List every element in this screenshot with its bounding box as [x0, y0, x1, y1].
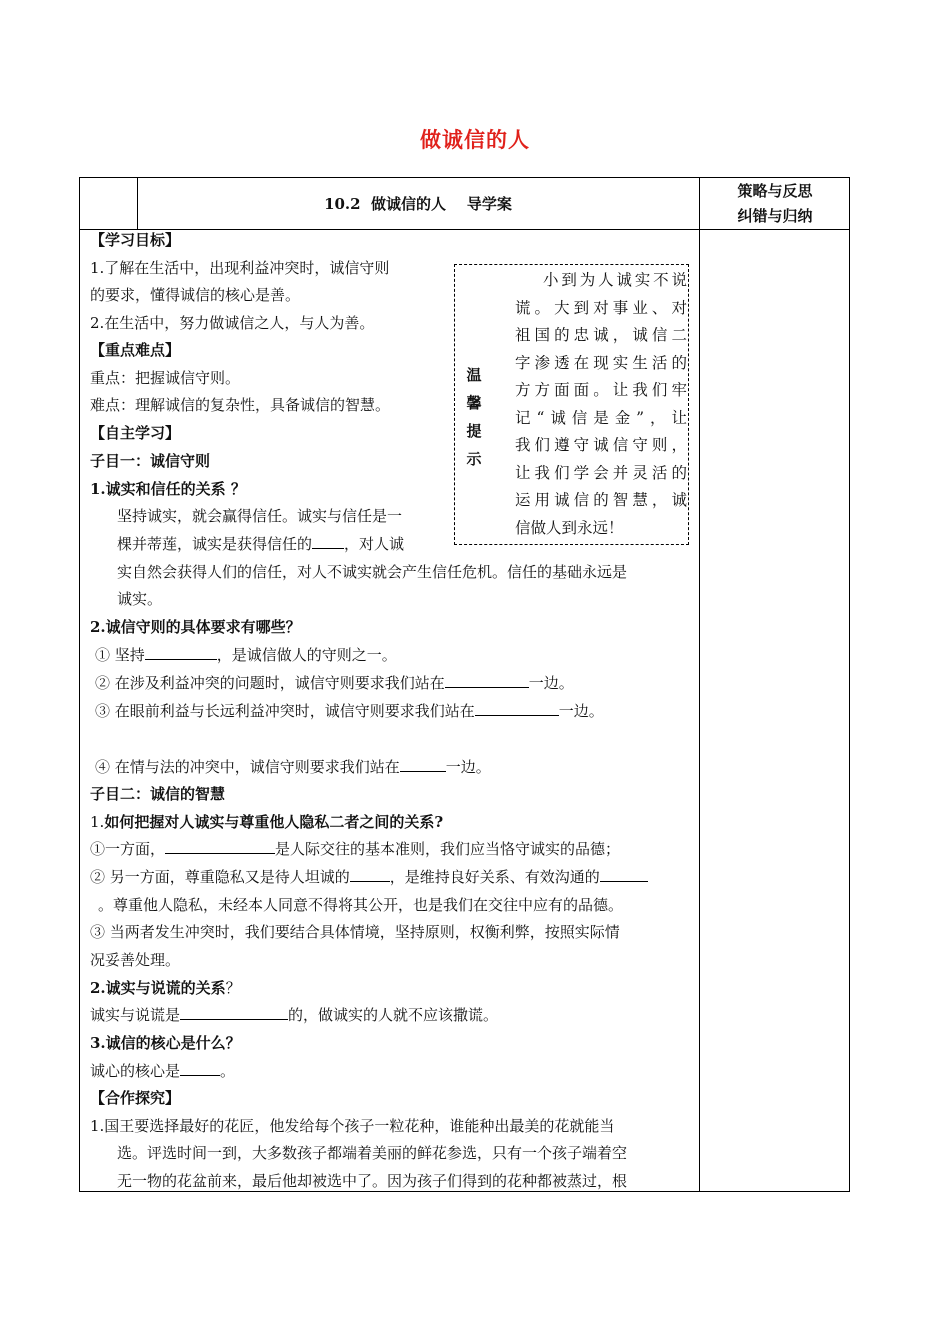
question-2-item-2 — [95, 672, 574, 694]
text-fragment: ，是诚信做人的守则之一。 — [216, 646, 397, 664]
tip-line: 谎。大到对事业、对 — [515, 298, 687, 317]
question-2-item-4 — [95, 756, 491, 778]
text-fragment: ④ 在情与法的冲突中，诚信守则要求我们站在 — [95, 758, 400, 776]
tip-line: 小到为人诚实不说 — [543, 271, 687, 289]
question-1-text-line-3: 实自然会获得人们的信任，对人不诚实就会产生信任危机。信任的基础永远是 — [117, 563, 628, 581]
answer-blank[interactable] — [400, 757, 446, 772]
question-5: 3.诚信的核心是什么？ — [90, 1034, 241, 1052]
key-points-heading: 【重点难点】 — [90, 341, 181, 359]
warm-tip-label — [459, 361, 489, 473]
question-3-item-2-continued: 。尊重他人隐私，未经本人同意不得将其公开，也是我们在交往中应有的品德。 — [98, 896, 624, 914]
question-3-item-1 — [90, 838, 620, 860]
text-fragment: 2.诚实与说谎的关系 — [90, 979, 226, 997]
key-point: 重点：把握诚信守则。 — [90, 369, 241, 387]
question-3-item-2 — [90, 866, 648, 888]
text-fragment: 1. — [90, 813, 105, 831]
column-divider-right — [699, 178, 700, 1191]
lesson-table — [79, 177, 850, 1192]
question-3 — [90, 811, 443, 833]
header-strategy-cell — [699, 178, 851, 229]
answer-blank[interactable] — [600, 867, 648, 882]
text-fragment: ② 在涉及利益冲突的问题时，诚信守则要求我们站在 — [95, 674, 445, 692]
question-1-text-line-4: 诚实。 — [117, 590, 163, 608]
text-fragment: ② 另一方面，尊重隐私又是待人坦诚的 — [90, 868, 350, 886]
document-title: 做诚信的人 — [420, 127, 530, 152]
text-fragment: 诚实与说谎是 — [90, 1006, 181, 1024]
header-correction-label: 纠错与归纳 — [737, 206, 813, 225]
text-fragment: ，是维持良好关系、有效沟通的 — [389, 868, 600, 886]
question-5-answer — [90, 1060, 235, 1082]
text-fragment: ①一方面， — [90, 840, 166, 858]
question-1-text-line-1: 坚持诚实，就会赢得信任。诚实与信任是一 — [117, 507, 403, 525]
tip-line: 我们遵守诚信守则， — [515, 436, 687, 454]
goal-1-line-1: 1.了解在生活中，出现利益冲突时，诚信守则 — [90, 259, 390, 277]
answer-blank[interactable] — [165, 839, 275, 854]
cooperation-heading: 【合作探究】 — [90, 1089, 181, 1107]
subtopic-2-heading: 子目二：诚信的智慧 — [90, 785, 226, 803]
tip-line: 信做人到永远！ — [515, 518, 624, 537]
tip-line: 方方面面。让我们牢 — [515, 381, 687, 399]
text-fragment: 如何把握对人诚实与尊重他人隐私二者之间的关系? — [104, 813, 444, 831]
question-4 — [90, 977, 241, 999]
tip-label-char: 馨 — [466, 394, 482, 412]
cooperation-text-line-2: 选。评选时间一到，大多数孩子都端着美丽的鲜花参选，只有一个孩子端着空 — [117, 1144, 628, 1162]
text-fragment: 的，做诚实的人就不应该撒谎。 — [288, 1006, 499, 1024]
header-strategy-label: 策略与反思 — [737, 181, 813, 200]
answer-blank[interactable] — [312, 534, 344, 549]
text-fragment: ，对人诚 — [344, 535, 405, 553]
header-divider — [80, 229, 849, 230]
text-fragment: ① 坚持 — [95, 646, 145, 664]
answer-blank[interactable] — [145, 645, 217, 660]
goal-1-line-2: 的要求，懂得诚信的核心是善。 — [90, 286, 301, 304]
text-fragment: 一边。 — [528, 674, 574, 692]
warm-tip-box — [454, 264, 689, 545]
answer-blank[interactable] — [180, 1005, 288, 1020]
text-fragment: ？ — [225, 979, 241, 997]
tip-label-char: 提 — [466, 422, 482, 440]
self-study-heading: 【自主学习】 — [90, 424, 181, 442]
goals-heading: 【学习目标】 — [90, 231, 181, 249]
header-title: 10.2 做诚信的人 导学案 — [324, 195, 512, 213]
subtopic-1-heading: 子目一：诚信守则 — [90, 452, 211, 470]
tip-label-char: 示 — [466, 450, 482, 468]
text-fragment: 诚心的核心是 — [90, 1062, 181, 1080]
cooperation-text-line-3: 无一物的花盆前来，最后他却被选中了。因为孩子们得到的花种都被蒸过，根 — [117, 1172, 628, 1190]
tip-line: 记“诚信是金”，让 — [515, 408, 687, 427]
question-3-item-3-line-2: 况妥善处理。 — [90, 951, 181, 969]
text-fragment: ③ 在眼前利益与长远利益冲突时，诚信守则要求我们站在 — [95, 702, 475, 720]
text-fragment: 一边。 — [445, 758, 491, 776]
question-2: 2.诚信守则的具体要求有哪些？ — [90, 618, 301, 636]
question-3-item-3-line-1: ③ 当两者发生冲突时，我们要结合具体情境，坚持原则，权衡利弊，按照实际情 — [90, 923, 620, 941]
answer-blank[interactable] — [475, 701, 559, 716]
text-fragment: 一边。 — [558, 702, 604, 720]
goal-2: 2.在生活中，努力做诚信之人，与人为善。 — [90, 314, 375, 332]
text-fragment: 棵并蒂莲，诚实是获得信任的 — [117, 535, 313, 553]
question-4-answer — [90, 1004, 498, 1026]
question-1: 1.诚实和信任的关系 ？ — [90, 480, 246, 498]
question-2-item-3 — [95, 700, 604, 722]
question-1-text-line-2 — [117, 533, 404, 555]
tip-line: 祖国的忠诚，诚信二 — [515, 326, 687, 344]
answer-blank[interactable] — [180, 1061, 220, 1076]
warm-tip-text — [515, 267, 687, 542]
tip-line: 让我们学会并灵活的 — [515, 463, 687, 482]
tip-line: 字渗透在现实生活的 — [515, 353, 687, 372]
answer-blank[interactable] — [350, 867, 390, 882]
text-fragment: 。 — [220, 1062, 236, 1080]
question-2-item-1 — [95, 644, 397, 666]
text-fragment: 是人际交往的基本准则，我们应当恪守诚实的品德； — [275, 840, 621, 858]
cooperation-text-line-1: 1.国王要选择最好的花匠，他发给每个孩子一粒花种，谁能种出最美的花就能当 — [90, 1117, 615, 1135]
tip-line: 运用诚信的智慧，诚 — [515, 491, 687, 509]
hard-point: 难点：理解诚信的复杂性，具备诚信的智慧。 — [90, 396, 391, 414]
tip-label-char: 温 — [466, 366, 482, 384]
answer-blank[interactable] — [445, 673, 529, 688]
